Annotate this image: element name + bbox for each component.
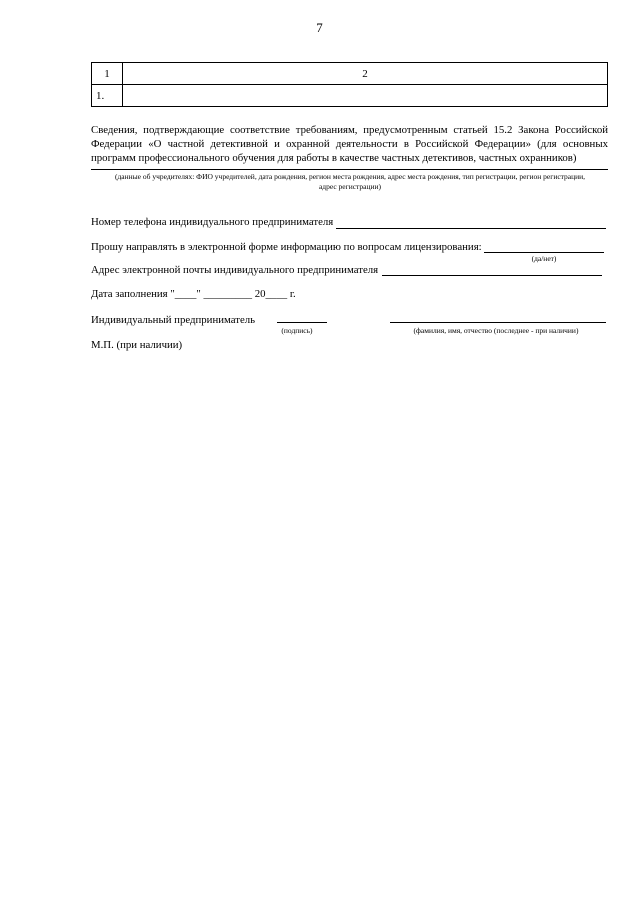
table-row [92,85,608,107]
table-cell [123,85,608,107]
table-header-cell: 2 [123,63,608,85]
page-number: 7 [316,20,323,35]
founders-line [91,169,608,170]
yes-no-field[interactable] [484,252,604,253]
phone-field[interactable] [336,228,606,229]
yes-no-caption: (да/нет) [531,254,557,263]
table-cell: 1. [92,85,123,107]
electronic-request-label: Прошу направлять в электронной форме информацию по вопросам лицензирования: [91,241,482,253]
requirements-paragraph: Сведения, подтверждающие соответствие требованиям, предусмотренным статьей 15.2 Закона Российской Федерации «О частной детективной и охранной деятельности в Российской Федерации» (для основных программ профессионального обучения для работы в качестве частных детективов, частных охранников) [91,124,608,164]
signature-field[interactable] [277,322,327,323]
email-label: Адрес электронной почты индивидуального предпринимателя [91,264,379,276]
signature-caption: (подпись) [281,326,313,335]
fullname-caption: (фамилия, имя, отчество (последнее - при наличии) [413,326,579,335]
phone-label: Номер телефона индивидуального предпринимателя [91,216,334,228]
table-header-row [92,63,608,85]
info-table [91,62,608,107]
signer-label: Индивидуальный предприниматель [91,314,256,326]
table-header-cell: 1 [92,63,123,85]
email-field[interactable] [382,275,602,276]
fill-date: Дата заполнения "____" _________ 20____ г. [91,288,296,300]
fullname-field[interactable] [390,322,606,323]
stamp-label: М.П. (при наличии) [91,339,183,351]
founders-caption: (данные об учредителях: ФИО учредителей, дата рождения, регион места рождения, адрес места рождения, тип регистрации, регион регистрации, адрес регистрации) [114,172,586,191]
